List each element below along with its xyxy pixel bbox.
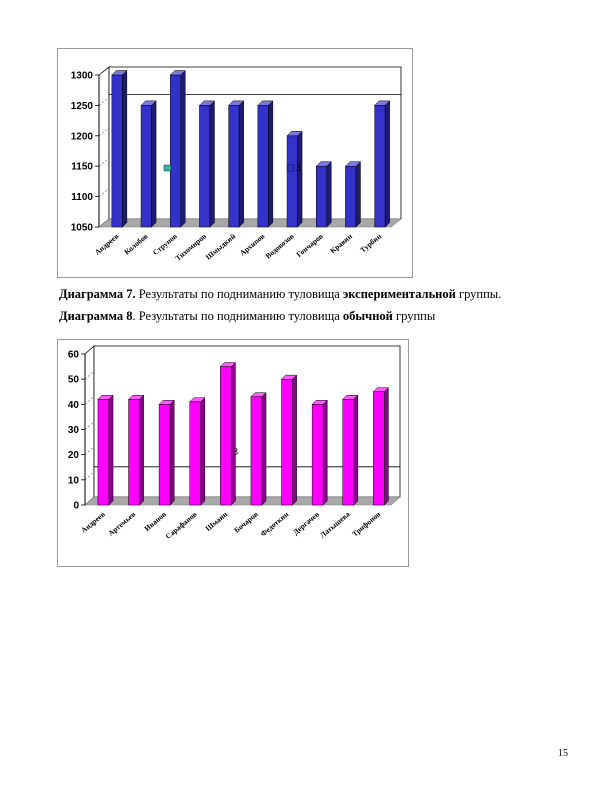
bar-front — [373, 392, 384, 505]
x-tick-label: Артемьев — [106, 509, 138, 538]
bar-front — [251, 397, 262, 505]
caption-7-label: Диаграмма 7. — [59, 287, 136, 301]
x-tick-label: Турбин — [358, 231, 384, 255]
y-tick-label: 1150 — [71, 161, 93, 173]
bar-front — [343, 399, 354, 505]
caption-7-group: экспериментальной — [342, 287, 456, 301]
bar-front — [287, 136, 298, 227]
bar-front — [282, 379, 293, 505]
x-tick-label: Колобов — [122, 231, 150, 257]
x-tick-label: Андреев — [79, 509, 107, 535]
y-tick-label: 60 — [67, 349, 79, 361]
bar-side — [140, 395, 144, 505]
chart-7-svg — [58, 49, 412, 277]
y-tick-label: 10 — [67, 475, 79, 487]
bar-side — [323, 400, 327, 505]
x-tick-label: Бочаров — [232, 509, 260, 535]
caption-8-label: Диаграмма 8 — [59, 309, 133, 323]
caption-7-text: Результаты по подниманию туловища — [135, 287, 343, 301]
bar-front — [258, 105, 269, 227]
bar — [170, 71, 185, 228]
bar — [375, 101, 390, 227]
y-tick-label: 1300 — [70, 70, 93, 82]
bar-front — [316, 166, 327, 227]
bar — [199, 101, 214, 227]
bar-front — [141, 105, 152, 227]
y-tick-label: 1250 — [70, 100, 93, 112]
legend-marker-teal — [164, 165, 171, 171]
bar-front — [199, 105, 210, 227]
bar-front — [229, 105, 240, 227]
bar-side — [181, 71, 186, 228]
bar-front — [159, 404, 170, 505]
bar-front — [220, 367, 231, 505]
caption-8-group: обычной — [342, 309, 393, 323]
x-tick-label: Сарафанов — [163, 509, 199, 541]
caption-chart-7 — [59, 287, 501, 302]
bar — [312, 400, 327, 505]
x-tick-label: Федоткин — [258, 509, 291, 539]
bar — [159, 400, 174, 505]
x-tick-label: Андреев — [92, 231, 121, 257]
legend-label: 3 — [296, 163, 301, 174]
bar-side — [170, 400, 174, 505]
bar-side — [268, 101, 273, 227]
x-tick-label: Шмаин — [203, 509, 230, 534]
bar-side — [356, 162, 361, 227]
x-tick-label: Архипов — [237, 231, 267, 258]
bar — [282, 375, 297, 505]
y-tick-label: 50 — [67, 374, 79, 386]
x-tick-label: Дергачев — [291, 509, 321, 537]
bar-front — [129, 399, 140, 505]
x-tick-label: Трифонов — [350, 509, 383, 539]
bar-side — [109, 395, 113, 505]
bar-side — [231, 363, 235, 505]
x-tick-label: Латышева — [318, 509, 352, 540]
bar-side — [384, 388, 388, 505]
side-wall — [85, 346, 94, 505]
caption-chart-8 — [59, 309, 435, 324]
bar — [287, 131, 302, 227]
bar-side — [239, 101, 244, 227]
bar-side — [210, 101, 215, 227]
bar — [129, 395, 144, 505]
x-tick-label: Гончаров — [294, 231, 325, 260]
bar-front — [345, 166, 356, 227]
page-number: 15 — [558, 748, 568, 759]
bar — [316, 162, 331, 227]
bar-front — [375, 105, 386, 227]
bar-side — [293, 375, 297, 505]
x-tick-label: Кравин — [328, 231, 354, 256]
bar-side — [152, 101, 157, 227]
bar — [343, 395, 358, 505]
side-wall — [99, 67, 109, 227]
bar-side — [201, 398, 205, 505]
caption-8-end: группы — [392, 309, 436, 323]
bar-side — [354, 395, 358, 505]
legend-label: 3 — [233, 447, 238, 458]
chart-8-svg — [58, 340, 408, 566]
caption-7-end: группы. — [455, 287, 502, 301]
y-tick-label: 40 — [67, 399, 79, 411]
bar — [251, 393, 266, 505]
bar — [98, 395, 113, 505]
bar-front — [190, 402, 201, 505]
bar — [220, 363, 235, 505]
bar — [373, 388, 388, 505]
y-tick-label: 30 — [67, 425, 79, 436]
legend-marker — [287, 165, 294, 171]
bar-front — [112, 75, 123, 227]
bar — [258, 101, 273, 227]
bar — [141, 101, 156, 227]
x-tick-label: Тихомиров — [173, 231, 208, 263]
bar — [190, 398, 205, 505]
caption-8-text: . Результаты по подниманию туловища — [132, 309, 343, 323]
bar-side — [385, 101, 390, 227]
x-tick-label: Шмыдкий — [203, 231, 238, 262]
x-tick-label: Водовозов — [263, 231, 296, 261]
bar-side — [327, 162, 332, 227]
bar-side — [262, 393, 266, 505]
bar-front — [312, 404, 323, 505]
bar — [229, 101, 244, 227]
x-tick-label: Струнов — [150, 231, 179, 258]
bar — [112, 71, 127, 228]
bar — [345, 162, 360, 227]
chart-7 — [57, 48, 413, 278]
y-tick-label: 0 — [73, 500, 79, 512]
y-tick-label: 1100 — [71, 192, 93, 204]
bar-front — [170, 75, 181, 227]
bar-front — [98, 399, 109, 505]
y-tick-label: 20 — [67, 450, 79, 462]
chart-8 — [57, 339, 409, 567]
x-tick-label: Иванов — [142, 509, 168, 533]
y-tick-label: 1200 — [70, 131, 93, 143]
bar-side — [298, 131, 303, 227]
y-tick-label: 1050 — [70, 222, 93, 234]
bar-side — [122, 71, 127, 228]
